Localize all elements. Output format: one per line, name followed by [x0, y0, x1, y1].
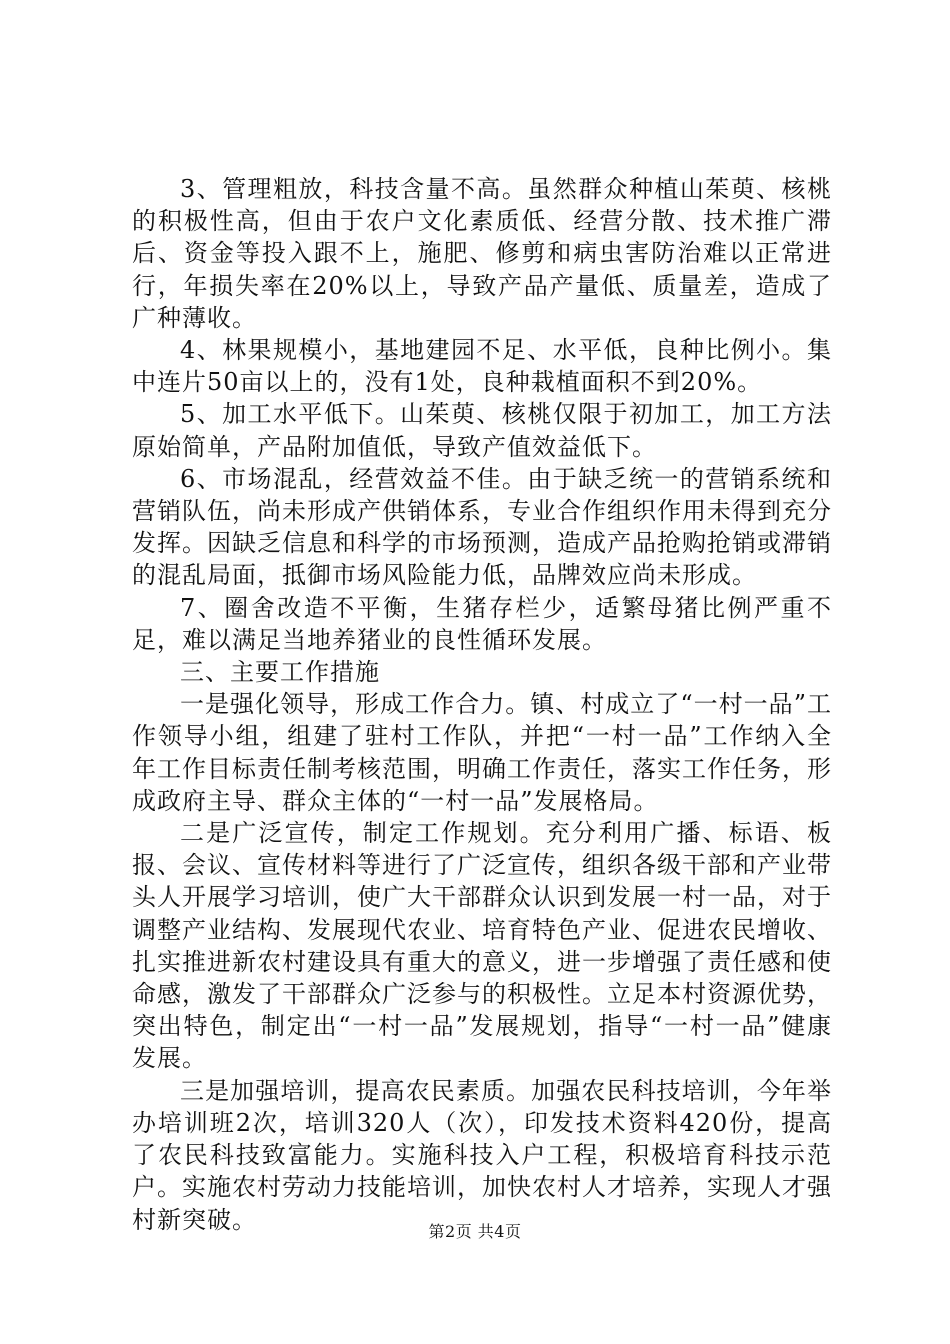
- paragraph-measure-3: 三是加强培训，提高农民素质。加强农民科技培训，今年举办培训班2次，培训320人（次），印发技术资料420份，提高了农民科技致富能力。实施科技入户工程，积极培育科技示范户。实施农村劳动力技能培训，加快农村人才培养，实现人才强村新突破。: [132, 1076, 832, 1234]
- paragraph-item-4: 4、林果规模小，基地建园不足、水平低，良种比例小。集中连片50亩以上的，没有1处，良种栽植面积不到20%。: [132, 336, 832, 397]
- paragraph-item-3: 3、管理粗放，科技含量不高。虽然群众种植山茱萸、核桃的积极性高，但由于农户文化素质低、经营分散、技术推广滞后、资金等投入跟不上，施肥、修剪和病虫害防治难以正常进行，年损失率在20%以上，导致产品产量低、质量差，造成了广种薄收。: [132, 175, 832, 332]
- document-body: [132, 173, 832, 1236]
- paragraph-measure-2: 二是广泛宣传，制定工作规划。充分利用广播、标语、板报、会议、宣传材料等进行了广泛宣传，组织各级干部和产业带头人开展学习培训，使广大干部群众认识到发展一村一品，对于调整产业结构、发展现代农业、培育特色产业、促进农民增收、扎实推进新农村建设具有重大的意义，进一步增强了责任感和使命感，激发了干部群众广泛参与的积极性。立足本村资源优势，突出特色，制定出“一村一品”发展规划，指导“一村一品”健康发展。: [132, 819, 832, 1073]
- page-footer: 第2页 共4页: [428, 1222, 522, 1241]
- paragraph-item-5: 5、加工水平低下。山茱萸、核桃仅限于初加工，加工方法原始简单，产品附加值低，导致产值效益低下。: [132, 400, 832, 461]
- paragraph-item-7: 7、圈舍改造不平衡，生猪存栏少，适繁母猪比例严重不足，难以满足当地养猪业的良性循环发展。: [132, 593, 832, 654]
- paragraph-item-6: 6、市场混乱，经营效益不佳。由于缺乏统一的营销系统和营销队伍，尚未形成产供销体系，专业合作组织作用未得到充分发挥。因缺乏信息和科学的市场预测，造成产品抢购抢销或滞销的混乱局面，抵御市场风险能力低，品牌效应尚未形成。: [132, 464, 832, 590]
- section-heading: 三、主要工作措施: [180, 658, 380, 687]
- paragraph-measure-1: 一是强化领导，形成工作合力。镇、村成立了“一村一品”工作领导小组，组建了驻村工作队，并把“一村一品”工作纳入全年工作目标责任制考核范围，明确工作责任，落实工作任务，形成政府主导、群众主体的“一村一品”发展格局。: [132, 690, 832, 815]
